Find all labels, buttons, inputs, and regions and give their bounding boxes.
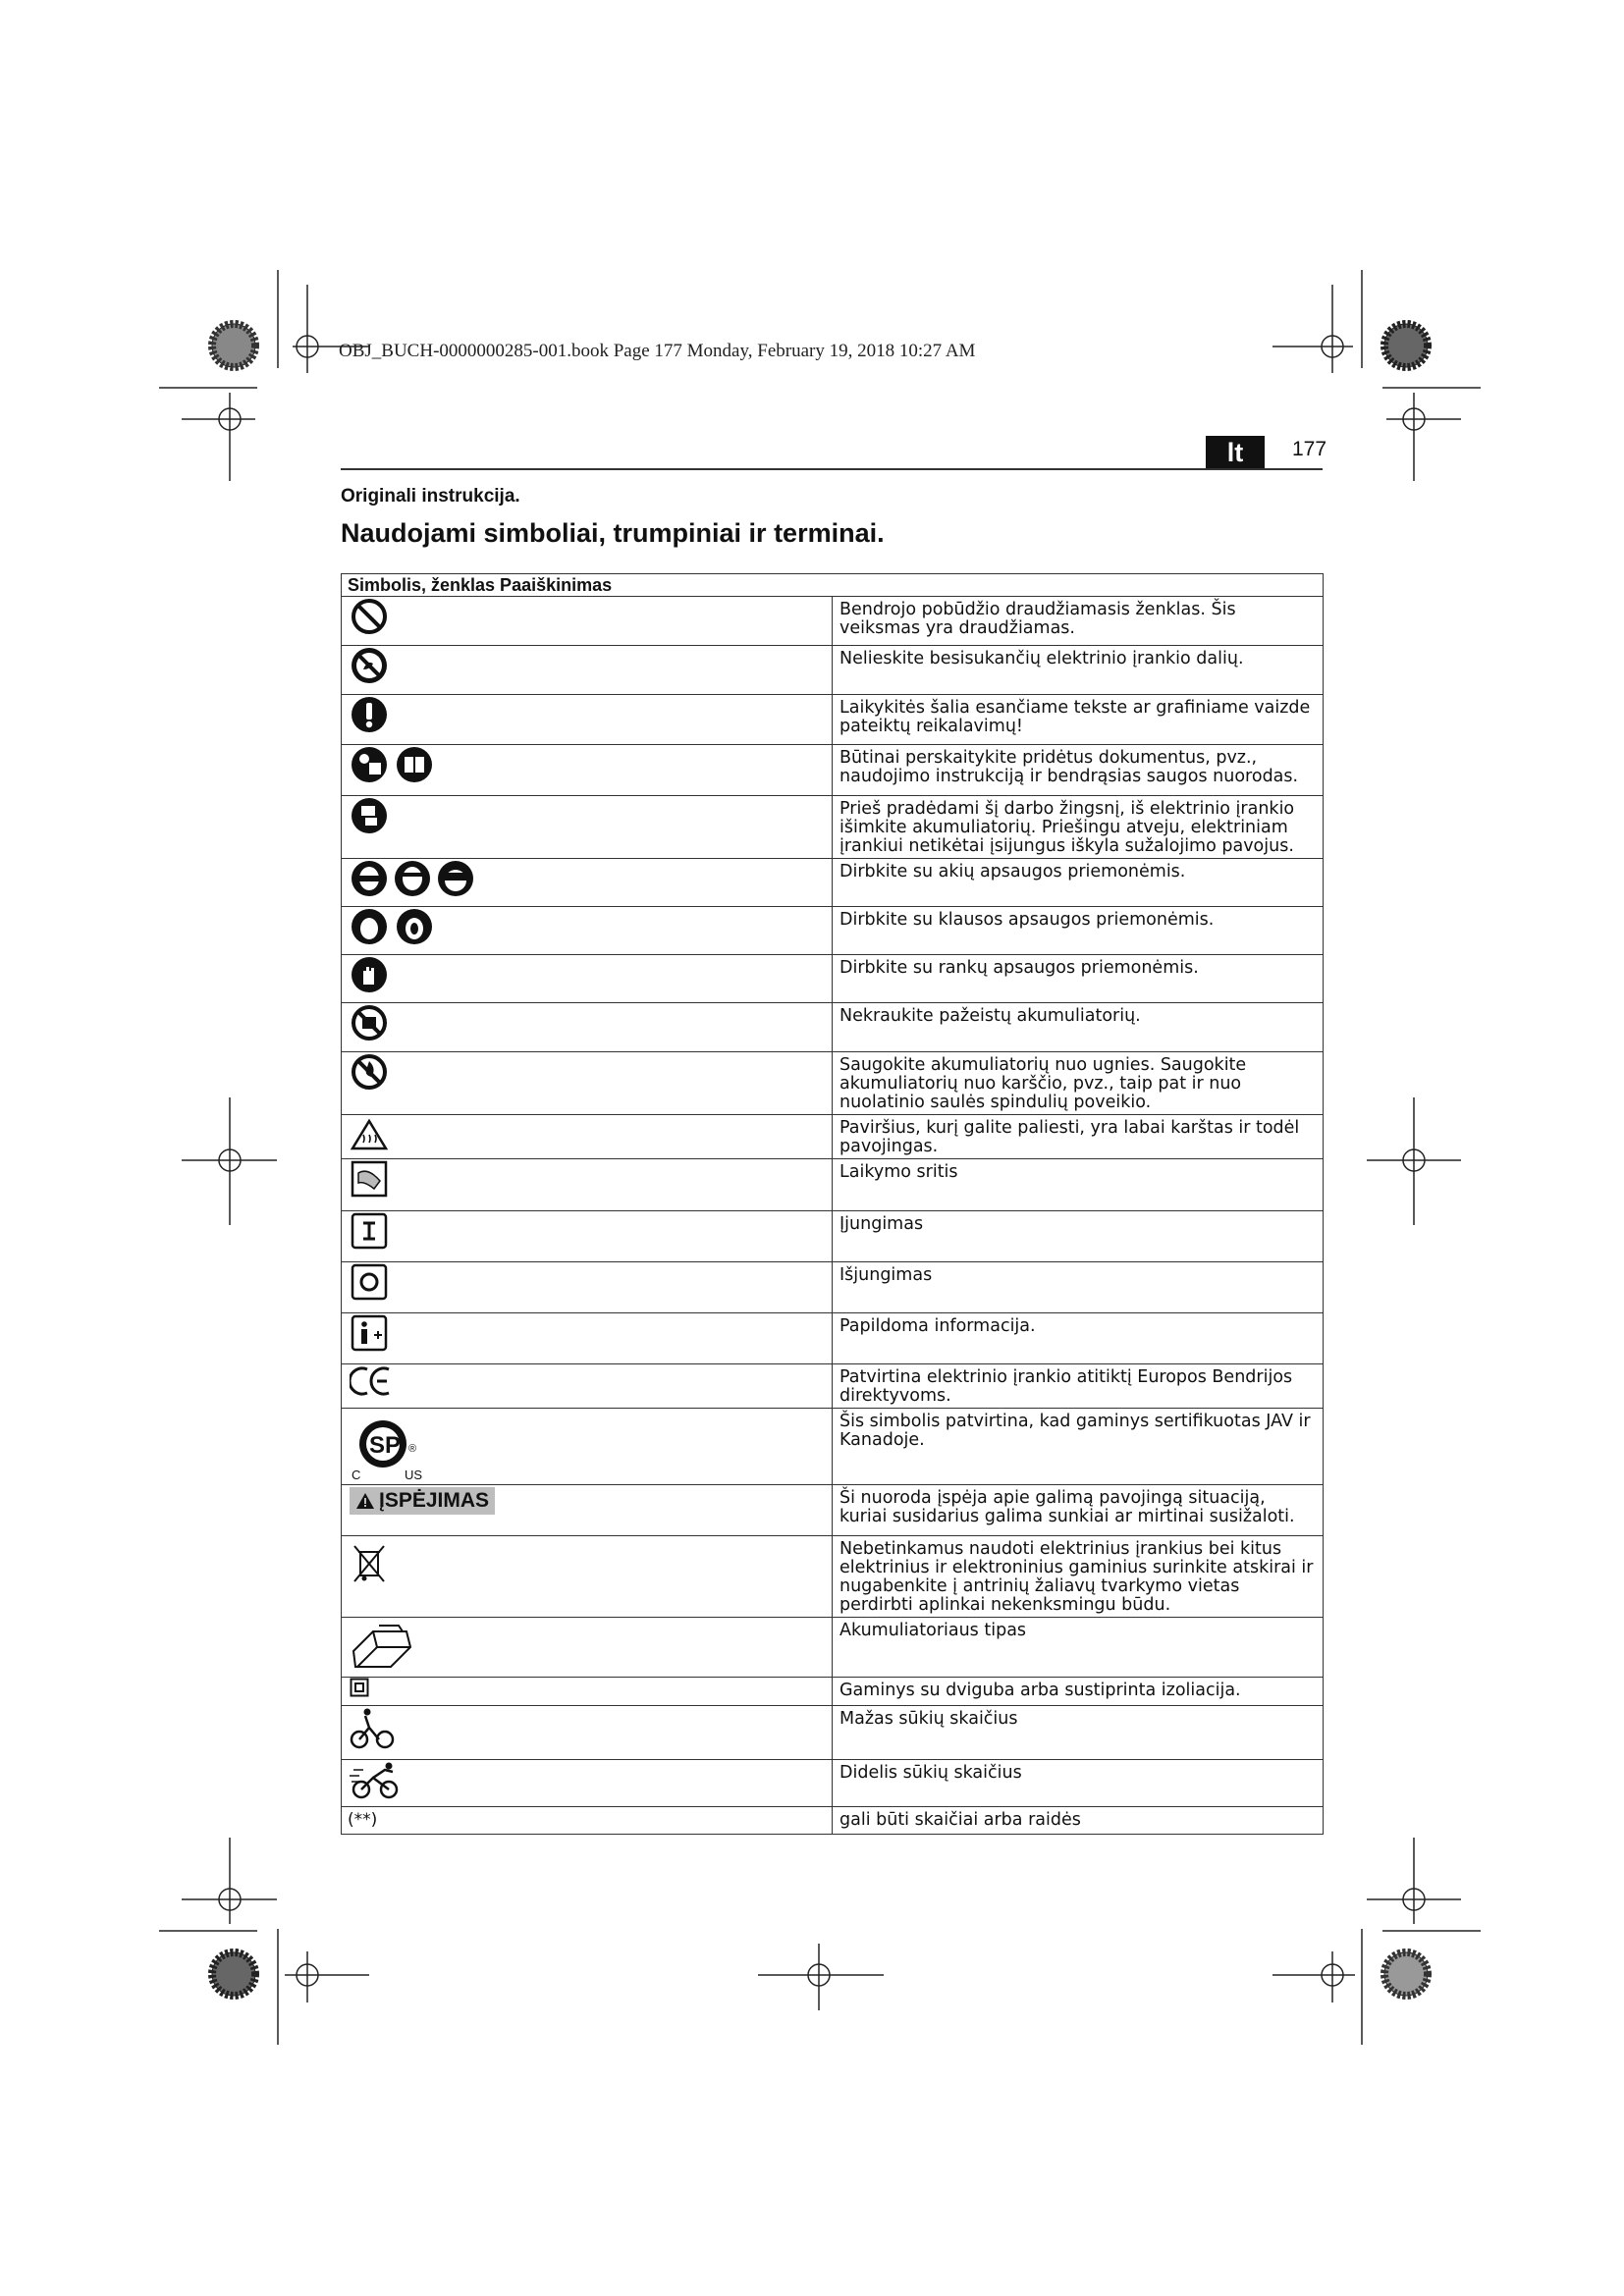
page-number: 177 (1292, 438, 1327, 460)
table-row (342, 1536, 1324, 1618)
table-row (342, 1678, 1324, 1706)
row-text: Gaminys su dviguba arba sustiprinta izoliacija. (833, 1678, 1324, 1706)
row-text: Ši nuoroda įspėja apie galimą pavojingą situaciją, kuriai susidarius galima sunkiai ar mirtinai susižaloti. (833, 1485, 1324, 1536)
warning-label-text: ĮSPĖJIMAS (379, 1489, 490, 1512)
table-row (342, 695, 1324, 745)
row-text: Dirbkite su klausos apsaugos priemonėmis. (833, 907, 1324, 955)
row-text: Bendrojo pobūdžio draudžiamasis ženklas. Šis veiksmas yra draudžiamas. (833, 597, 1324, 646)
table-row (342, 907, 1324, 955)
row-text: Laikykitės šalia esančiame tekste ar grafiniame vaizde pateiktų reikalavimų! (833, 695, 1324, 745)
svg-text:US: US (405, 1468, 423, 1482)
svg-text:SP: SP (369, 1432, 402, 1459)
grip-area-icon (350, 1159, 389, 1199)
table-row (342, 1807, 1324, 1835)
battery-no-fire-icon (350, 1052, 389, 1092)
table-row (342, 745, 1324, 796)
row-text: Didelis sūkių skaičius (833, 1760, 1324, 1807)
eye-protection-icon (350, 859, 477, 898)
mandatory-exclamation-icon (350, 695, 389, 734)
switch-off-icon (350, 1262, 389, 1302)
row-text: Akumuliatoriaus tipas (833, 1618, 1324, 1678)
row-text: gali būti skaičiai arba raidės (833, 1807, 1324, 1835)
weee-crossed-bin-icon (350, 1542, 389, 1585)
table-row (342, 1115, 1324, 1159)
table-header: Simbolis, ženklas Paaiškinimas (342, 574, 1324, 597)
table-row (342, 955, 1324, 1003)
additional-info-icon (350, 1313, 389, 1353)
hand-protection-icon (350, 955, 389, 994)
warning-label-icon (350, 1487, 495, 1515)
row-text: Saugokite akumuliatorių nuo ugnies. Saugokite akumuliatorių nuo karščio, pvz., taip pat ir nuo nuolatinio saulės spindulių poveikio. (833, 1052, 1324, 1115)
print-slug: OBJ_BUCH-0000000285-001.book Page 177 Monday, February 19, 2018 10:27 AM (339, 341, 976, 361)
hearing-protection-icon (350, 907, 438, 946)
row-text: Nebetinkamus naudoti elektrinius įrankius bei kitus elektrinius ir elektroninius gaminius surinkite atskirai ir nugabenkite į antrinių žaliavų tvarkymo vietas perdirbti aplinkai nekenksmingu būdu. (833, 1536, 1324, 1618)
row-text: Būtinai perskaitykite pridėtus dokumentus, pvz., naudojimo instrukciją ir bendrąsias saugos nuorodas. (833, 745, 1324, 796)
symbols-table (341, 573, 1324, 1835)
row-text: Nelieskite besisukančių elektrinio įrankio dalių. (833, 646, 1324, 695)
table-row (342, 1760, 1324, 1807)
svg-text:®: ® (408, 1443, 417, 1455)
row-text: Paviršius, kurį galite paliesti, yra labai karštas ir todėl pavojingas. (833, 1115, 1324, 1159)
ce-mark-icon (350, 1364, 395, 1398)
row-text: Įjungimas (833, 1211, 1324, 1262)
document-subtitle: Originali instrukcija. (341, 486, 520, 507)
page-title: Naudojami simboliai, trumpiniai ir terminai. (341, 518, 885, 548)
table-row (342, 796, 1324, 859)
table-row (342, 1159, 1324, 1211)
read-manual-icon (350, 745, 438, 784)
row-text: Laikymo sritis (833, 1159, 1324, 1211)
svg-text:C: C (352, 1468, 361, 1482)
table-row (342, 1706, 1324, 1760)
table-header-row (342, 574, 1324, 597)
csa-us-mark-icon (350, 1413, 428, 1483)
row-text: Šis simbolis patvirtina, kad gaminys sertifikuotas JAV ir Kanadoje. (833, 1409, 1324, 1485)
table-row (342, 597, 1324, 646)
table-row (342, 646, 1324, 695)
no-charge-damaged-battery-icon (350, 1003, 389, 1042)
battery-type-icon (350, 1618, 414, 1671)
row-text: Dirbkite su rankų apsaugos priemonėmis. (833, 955, 1324, 1003)
table-row (342, 1618, 1324, 1678)
language-badge: lt (1206, 436, 1265, 469)
warning-triangle-icon (355, 1492, 375, 1510)
header-rule (341, 468, 1323, 470)
table-row (342, 1409, 1324, 1485)
table-row (342, 1364, 1324, 1409)
high-speed-bicycle-icon (350, 1760, 405, 1801)
hot-surface-icon (350, 1115, 389, 1154)
prohibition-icon (350, 597, 389, 636)
table-row (342, 859, 1324, 907)
row-text: Patvirtina elektrinio įrankio atitiktį Europos Bendrijos direktyvoms. (833, 1364, 1324, 1409)
symbol-text: (**) (342, 1807, 833, 1835)
table-row (342, 1211, 1324, 1262)
row-text: Papildoma informacija. (833, 1313, 1324, 1364)
row-text: Mažas sūkių skaičius (833, 1706, 1324, 1760)
remove-battery-icon (350, 796, 389, 835)
switch-on-icon (350, 1211, 389, 1251)
table-row (342, 1052, 1324, 1115)
row-text: Dirbkite su akių apsaugos priemonėmis. (833, 859, 1324, 907)
table-row (342, 1003, 1324, 1052)
table-row (342, 1262, 1324, 1313)
row-text: Prieš pradėdami šį darbo žingsnį, iš elektrinio įrankio išimkite akumuliatorių. Priešingu atveju, elektriniam įrankiui netikėtai įsijungus iškyla sužalojimo pavojus. (833, 796, 1324, 859)
low-speed-bicycle-icon (350, 1706, 395, 1751)
row-text: Išjungimas (833, 1262, 1324, 1313)
table-row (342, 1485, 1324, 1536)
table-row (342, 1313, 1324, 1364)
row-text: Nekraukite pažeistų akumuliatorių. (833, 1003, 1324, 1052)
no-touch-rotating-parts-icon (350, 646, 389, 685)
double-insulation-icon (350, 1678, 369, 1697)
